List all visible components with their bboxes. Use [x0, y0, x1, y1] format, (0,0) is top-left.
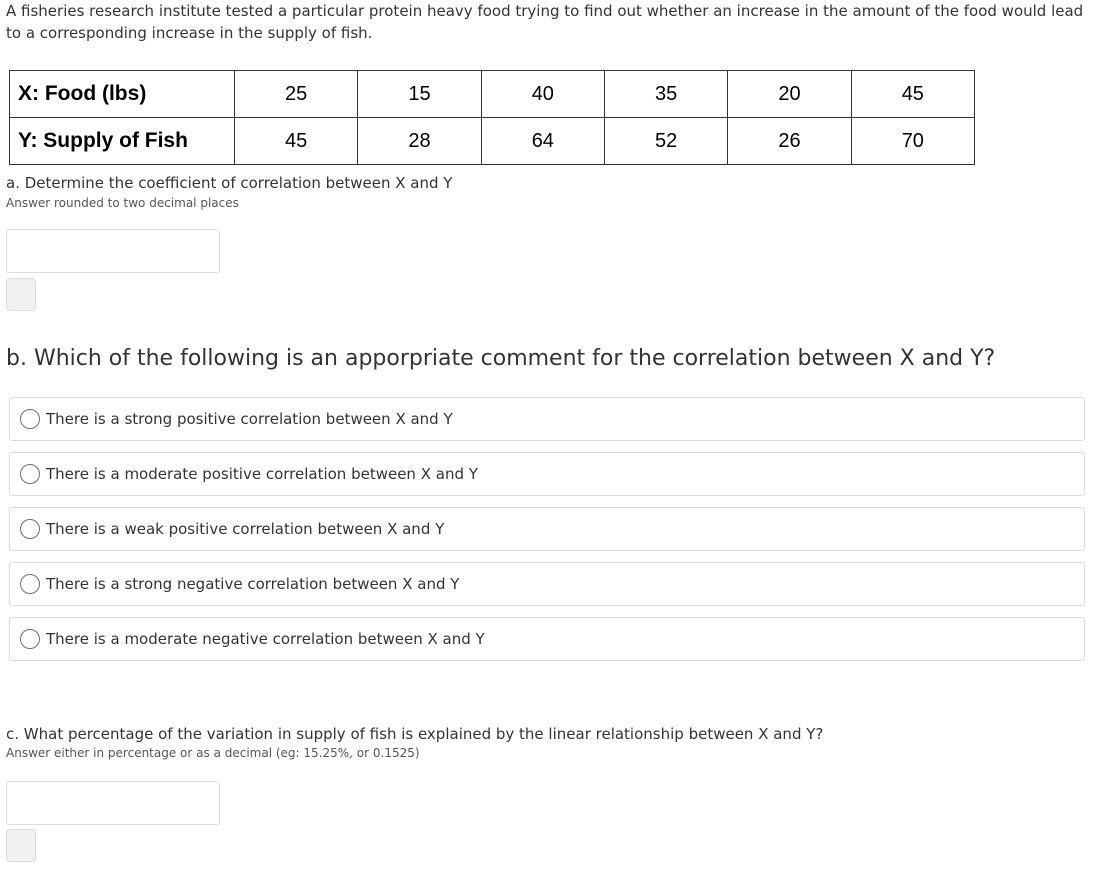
table-cell: 15 — [358, 71, 481, 118]
table-cell: 20 — [728, 71, 851, 118]
option-label: There is a strong negative correlation between X and Y — [46, 575, 460, 593]
option-strong-positive[interactable] — [9, 397, 1085, 441]
row-header-y: Y: Supply of Fish — [10, 118, 235, 165]
option-moderate-negative[interactable] — [9, 617, 1085, 661]
table-cell: 26 — [728, 118, 851, 165]
table-cell: 45 — [235, 118, 358, 165]
question-c-answer-input[interactable] — [6, 781, 220, 825]
data-table — [9, 70, 975, 165]
radio-button[interactable] — [20, 464, 40, 484]
option-moderate-positive[interactable] — [9, 452, 1085, 496]
radio-button[interactable] — [20, 574, 40, 594]
question-a-text: a. Determine the coefficient of correlation between X and Y — [6, 174, 453, 192]
table-cell: 52 — [604, 118, 727, 165]
table-cell: 28 — [358, 118, 481, 165]
option-label: There is a weak positive correlation between X and Y — [46, 520, 445, 538]
table-cell: 64 — [481, 118, 604, 165]
radio-button[interactable] — [20, 409, 40, 429]
question-a-answer-input[interactable] — [6, 229, 220, 273]
table-row-x — [10, 71, 975, 118]
row-header-x: X: Food (lbs) — [10, 71, 235, 118]
option-weak-positive[interactable] — [9, 507, 1085, 551]
option-strong-negative[interactable] — [9, 562, 1085, 606]
option-label: There is a strong positive correlation between X and Y — [46, 410, 453, 428]
table-cell: 25 — [235, 71, 358, 118]
question-a-hint: Answer rounded to two decimal places — [6, 196, 239, 210]
problem-intro: A fisheries research institute tested a particular protein heavy food trying to find out whether an increase in the amount of the food would lead to a corresponding increase in the supply of fish. — [6, 2, 1084, 42]
table-cell: 35 — [604, 71, 727, 118]
table-cell: 45 — [851, 71, 974, 118]
radio-button[interactable] — [20, 629, 40, 649]
question-c-check-button[interactable] — [6, 829, 36, 862]
table-row-y — [10, 118, 975, 165]
option-label: There is a moderate positive correlation between X and Y — [46, 465, 478, 483]
question-a-check-button[interactable] — [6, 278, 36, 311]
option-label: There is a moderate negative correlation between X and Y — [46, 630, 485, 648]
radio-button[interactable] — [20, 519, 40, 539]
table-cell: 40 — [481, 71, 604, 118]
question-c-hint: Answer either in percentage or as a decimal (eg: 15.25%, or 0.1525) — [6, 746, 420, 760]
table-cell: 70 — [851, 118, 974, 165]
question-b-text: b. Which of the following is an apporpriate comment for the correlation between X and Y? — [6, 346, 996, 371]
question-c-text: c. What percentage of the variation in supply of fish is explained by the linear relationship between X and Y? — [6, 725, 824, 743]
